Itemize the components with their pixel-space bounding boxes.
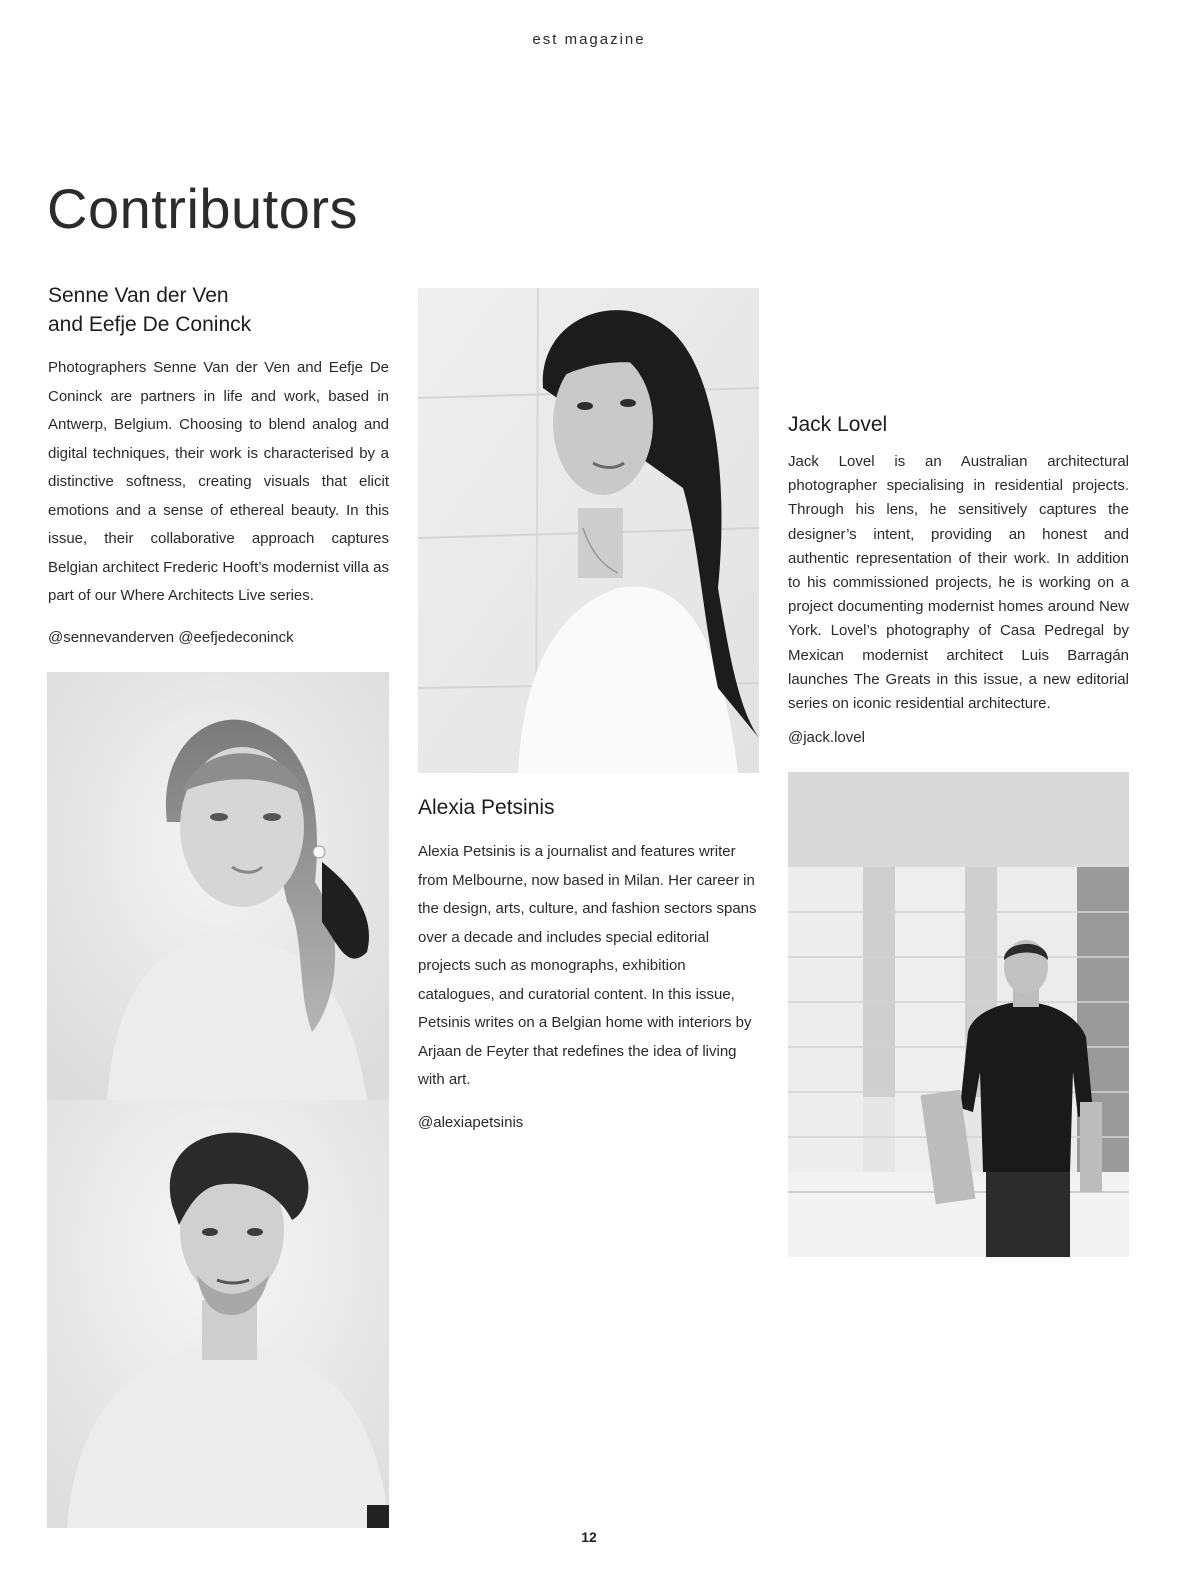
contributor-handle-senne-eefje[interactable]: @sennevanderven @eefjedeconinck (48, 629, 294, 646)
name-line-2: and Eefje De Coninck (48, 313, 252, 336)
contributor-bio-alexia: Alexia Petsinis is a journalist and features writer from Melbourne, now based in Milan. Her career in the design, arts, culture, and fashion sectors spans over a decade and includes special editorial projects such as monographs, exhibition catalogues, and curatorial content. In this issue, Petsinis writes on a Belgian home with interiors by Arjaan de Feyter that redefines the idea of living with art. (418, 843, 757, 1088)
portrait-senne-photo (47, 1100, 389, 1528)
contributor-bio-jack: Jack Lovel is an Australian architectural photographer specialising in residential projects. Through his lens, he sensitively captures the designer’s intent, providing an honest and authentic representation of their work. In addition to his commissioned projects, he is working on a project documenting modernist homes around New York. Lovel’s photography of Casa Pedregal by Mexican modernist architect Luis Barragán launches The Greats in this issue, a new editorial series on iconic residential architecture. (788, 453, 1129, 713)
portrait-jack-photo (788, 772, 1129, 1257)
contributor-bio-senne-eefje: Photographers Senne Van der Ven and Eefje De Coninck are partners in life and work, based in Antwerp, Belgium. Choosing to blend analog and digital techniques, their work is characterised by a distinctive softness, creating visuals that elicit emotions and a sense of ethereal beauty. In this issue, their collaborative approach captures Belgian architect Frederic Hooft’s modernist villa as part of our Where Architects Live series. (48, 359, 389, 604)
contributor-handle-alexia[interactable]: @alexiapetsinis (418, 1114, 524, 1131)
page-number: 12 (581, 1529, 597, 1545)
portrait-eefje-photo (47, 672, 389, 1100)
contributor-handle-jack[interactable]: @jack.lovel (788, 729, 865, 746)
name-line-1: Senne Van der Ven (48, 284, 229, 307)
masthead: est magazine (532, 31, 646, 48)
page-title: Contributors (47, 177, 359, 240)
contributor-name-alexia: Alexia Petsinis (418, 796, 555, 819)
contributor-name-senne-eefje (48, 281, 388, 339)
contributor-name-jack: Jack Lovel (788, 413, 888, 436)
portrait-alexia-photo (418, 288, 759, 773)
